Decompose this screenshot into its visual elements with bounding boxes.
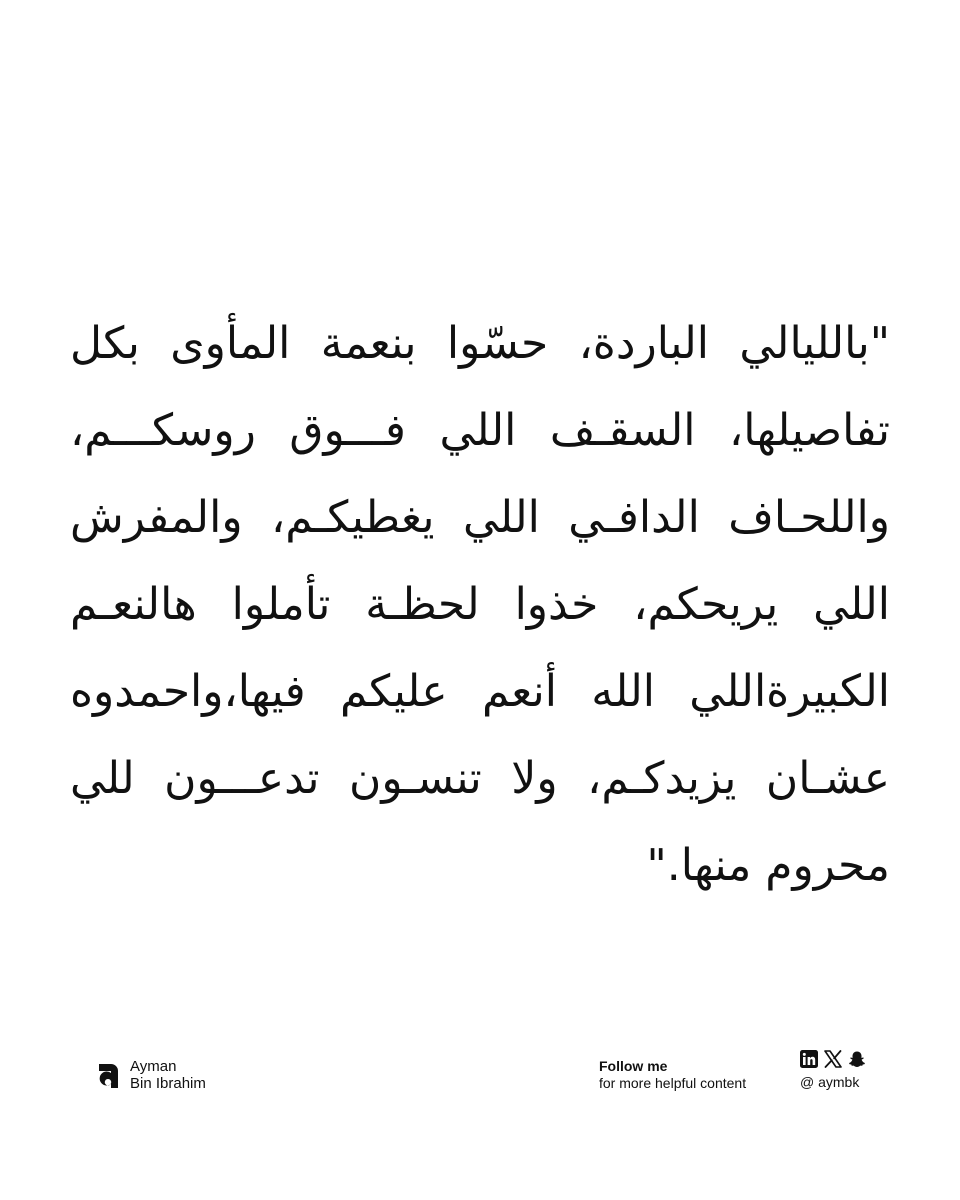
- x-icon[interactable]: [824, 1050, 842, 1068]
- quote-line-6: عشـان يزيدكـم، ولا تنسـون تدعـــون للي: [70, 753, 890, 804]
- social-links: [800, 1050, 866, 1091]
- follow-cta: [599, 1058, 746, 1092]
- quote-line-1: "بالليالي الباردة، حسّوا بنعمة المأوى بكل: [70, 318, 890, 369]
- brand-logo-icon: [96, 1060, 120, 1090]
- quote-line-4: اللي يريحكم، خذوا لحظـة تأملوا هالنعـم: [70, 579, 890, 630]
- brand: [96, 1058, 206, 1092]
- quote-line-7: محروم منها.": [646, 840, 890, 891]
- follow-subtitle: for more helpful content: [599, 1075, 747, 1091]
- brand-name: [130, 1058, 206, 1092]
- linkedin-icon[interactable]: [800, 1050, 818, 1068]
- quote-line-3: واللحـاف الدافـي اللي يغطيكـم، والمفرش: [70, 492, 890, 543]
- footer: [0, 1040, 960, 1100]
- quote-line-5: الكبيرةاللي الله أنعم عليكم فيها،واحمدوه: [70, 666, 890, 717]
- snapchat-icon[interactable]: [848, 1050, 866, 1068]
- brand-name-line2: Bin Ibrahim: [130, 1075, 206, 1092]
- brand-name-line1: Ayman: [130, 1058, 177, 1075]
- quote-line-2: تفاصيلها، السقـف اللي فـــوق روسكـــم،: [70, 405, 890, 456]
- follow-title: Follow me: [599, 1058, 668, 1074]
- social-handle: @ aymbk: [800, 1074, 860, 1090]
- quote-text: [70, 300, 890, 909]
- social-icons: [800, 1050, 866, 1068]
